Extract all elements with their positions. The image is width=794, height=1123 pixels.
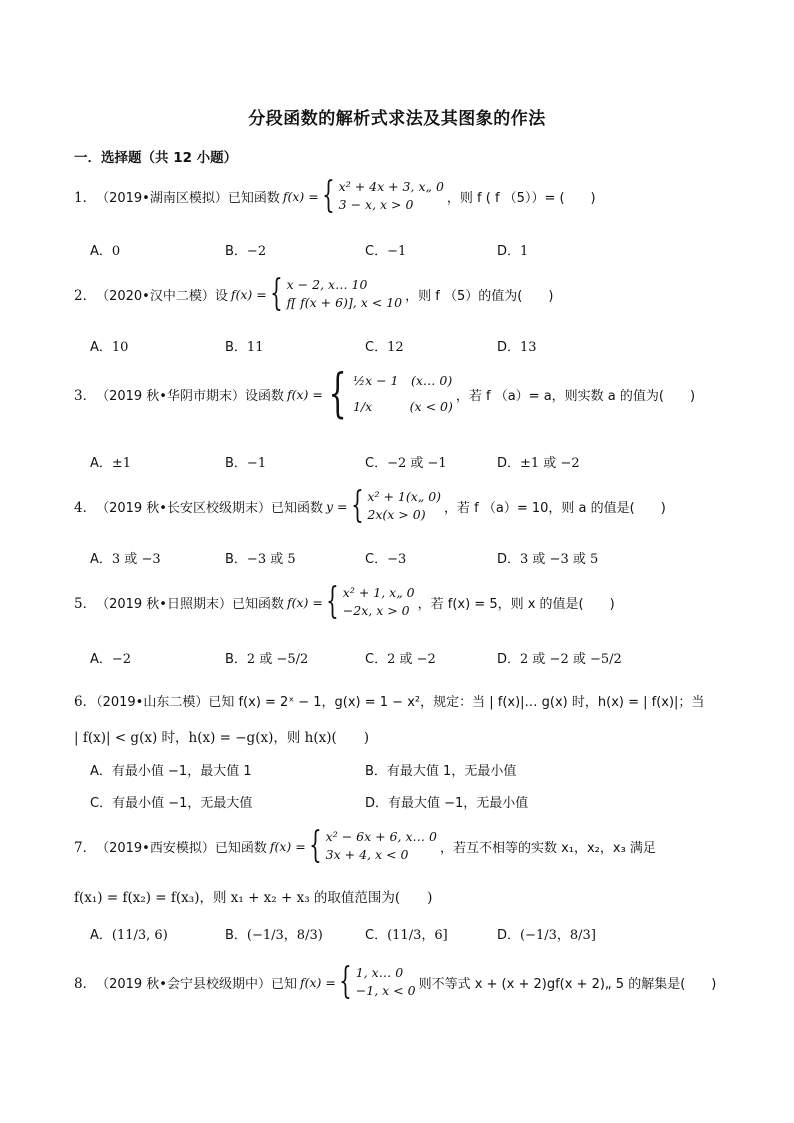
option-d[interactable]: D．3 或 −3 或 5: [497, 552, 599, 567]
section-heading: 一．选择题（共 12 小题）: [74, 150, 238, 166]
question-number: 5．: [74, 596, 97, 612]
brace-icon: {: [321, 175, 335, 216]
option-b[interactable]: B．−2: [225, 244, 267, 259]
question-tail: ，若 f （a）= a，则实数 a 的值为( ): [455, 388, 696, 404]
question-4: [74, 485, 666, 526]
brace-icon: {: [339, 961, 352, 1002]
question-number: 1．: [74, 190, 97, 206]
piecewise-function: f(x) = { 1, x… 0 −1, x < 0: [299, 961, 416, 1002]
option-b[interactable]: B．(−1/3，8/3): [225, 928, 323, 943]
question-number: 7．: [74, 840, 97, 856]
option-c[interactable]: C．−3: [365, 552, 407, 567]
option-a[interactable]: A．3 或 −3: [90, 552, 161, 567]
option-d[interactable]: D．(−1/3，8/3]: [497, 928, 596, 943]
question-7-line-2: f(x₁) = f(x₂) = f(x₃)，则 x₁ + x₂ + x₃ 的取值范围为( ): [74, 890, 433, 906]
piecewise-function: f(x) = { ½x − 1 (x… 0) 1/x (x < 0): [286, 364, 453, 424]
option-b[interactable]: B．−1: [225, 456, 267, 471]
option-a[interactable]: A．−2: [90, 652, 132, 667]
option-a[interactable]: A．(11/3, 6): [90, 928, 168, 943]
question-3: [74, 364, 696, 424]
question-source: （2019•西安模拟）已知函数: [96, 840, 267, 856]
brace-icon: {: [308, 825, 322, 866]
question-source: （2019 秋•华阴市期末）设函数: [96, 388, 284, 404]
option-d[interactable]: D．有最大值 −1，无最小值: [365, 796, 529, 811]
question-2: [74, 273, 554, 314]
question-tail: ，若 f （a）= 10，则 a 的值是( ): [444, 500, 666, 516]
brace-icon: {: [328, 364, 347, 424]
question-source: （2019 秋•日照期末）已知函数: [96, 596, 284, 612]
question-8: [74, 961, 717, 1002]
question-5: [74, 581, 615, 622]
piecewise-function: f(x) = { x² + 1, x„ 0 −2x, x > 0: [286, 581, 415, 622]
piecewise-function: f(x) = { x² − 6x + 6, x… 0 3x + 4, x < 0: [269, 825, 437, 866]
question-tail: 则不等式 x + (x + 2)gf(x + 2)„ 5 的解集是( ): [418, 976, 717, 992]
option-c[interactable]: C．−2 或 −1: [365, 456, 447, 471]
brace-icon: {: [269, 273, 283, 314]
brace-icon: {: [350, 485, 364, 526]
question-7: [74, 825, 656, 866]
piecewise-function: f(x) = { x² + 4x + 3, x„ 0 3 − x, x > 0: [282, 175, 444, 216]
question-tail: ，若 f(x) = 5，则 x 的值是( ): [417, 596, 615, 612]
question-number: 6．: [74, 694, 97, 710]
brace-icon: {: [326, 581, 339, 622]
option-d[interactable]: D．13: [497, 340, 537, 355]
question-6-line-2: | f(x)| < g(x) 时，h(x) = −g(x)，则 h(x)( ): [74, 730, 370, 746]
option-b[interactable]: B．11: [225, 340, 264, 355]
option-c[interactable]: C．有最小值 −1，无最大值: [90, 796, 253, 811]
option-b[interactable]: B．有最大值 1，无最小值: [365, 764, 517, 779]
question-tail: ，若互不相等的实数 x₁，x₂，x₃ 满足: [439, 840, 656, 856]
question-6: [74, 690, 704, 710]
option-c[interactable]: C．2 或 −2: [365, 652, 436, 667]
option-c[interactable]: C．−1: [365, 244, 407, 259]
question-text: （2019•山东二模）已知 f(x) = 2ˣ − 1，g(x) = 1 − x²，规定：当 | f(x)|… g(x) 时，h(x) = | f(x)|；当: [96, 695, 705, 710]
option-d[interactable]: D．2 或 −2 或 −5/2: [497, 652, 622, 667]
option-d[interactable]: D．±1 或 −2: [497, 456, 580, 471]
question-number: 3．: [74, 388, 97, 404]
option-c[interactable]: C．12: [365, 340, 404, 355]
question-source: （2019•湖南区模拟）已知函数: [96, 190, 280, 206]
question-tail: ，则 f ( f （5））= ( ): [446, 190, 596, 206]
question-source: （2019 秋•会宁县校级期中）已知: [96, 976, 297, 992]
question-source: （2019 秋•长安区校级期末）已知函数: [96, 500, 323, 516]
question-source: （2020•汉中二模）设: [96, 288, 228, 304]
document-title: 分段函数的解析式求法及其图象的作法: [248, 109, 546, 129]
question-1: [74, 175, 596, 216]
option-a[interactable]: A．0: [90, 244, 121, 259]
question-number: 8．: [74, 976, 97, 992]
piecewise-function: f(x) = { x − 2, x… 10 f[ f(x + 6)], x < 10: [230, 273, 403, 314]
option-b[interactable]: B．2 或 −5/2: [225, 652, 309, 667]
piecewise-function: y = { x² + 1(x„ 0) 2x(x > 0): [325, 485, 442, 526]
option-a[interactable]: A．有最小值 −1，最大值 1: [90, 764, 252, 779]
option-a[interactable]: A．10: [90, 340, 129, 355]
option-a[interactable]: A．±1: [90, 456, 132, 471]
option-b[interactable]: B．−3 或 5: [225, 552, 296, 567]
question-number: 2．: [74, 288, 97, 304]
question-number: 4．: [74, 500, 97, 516]
question-tail: ，则 f （5）的值为( ): [405, 288, 554, 304]
option-c[interactable]: C．(11/3，6]: [365, 928, 448, 943]
option-d[interactable]: D．1: [497, 244, 529, 259]
